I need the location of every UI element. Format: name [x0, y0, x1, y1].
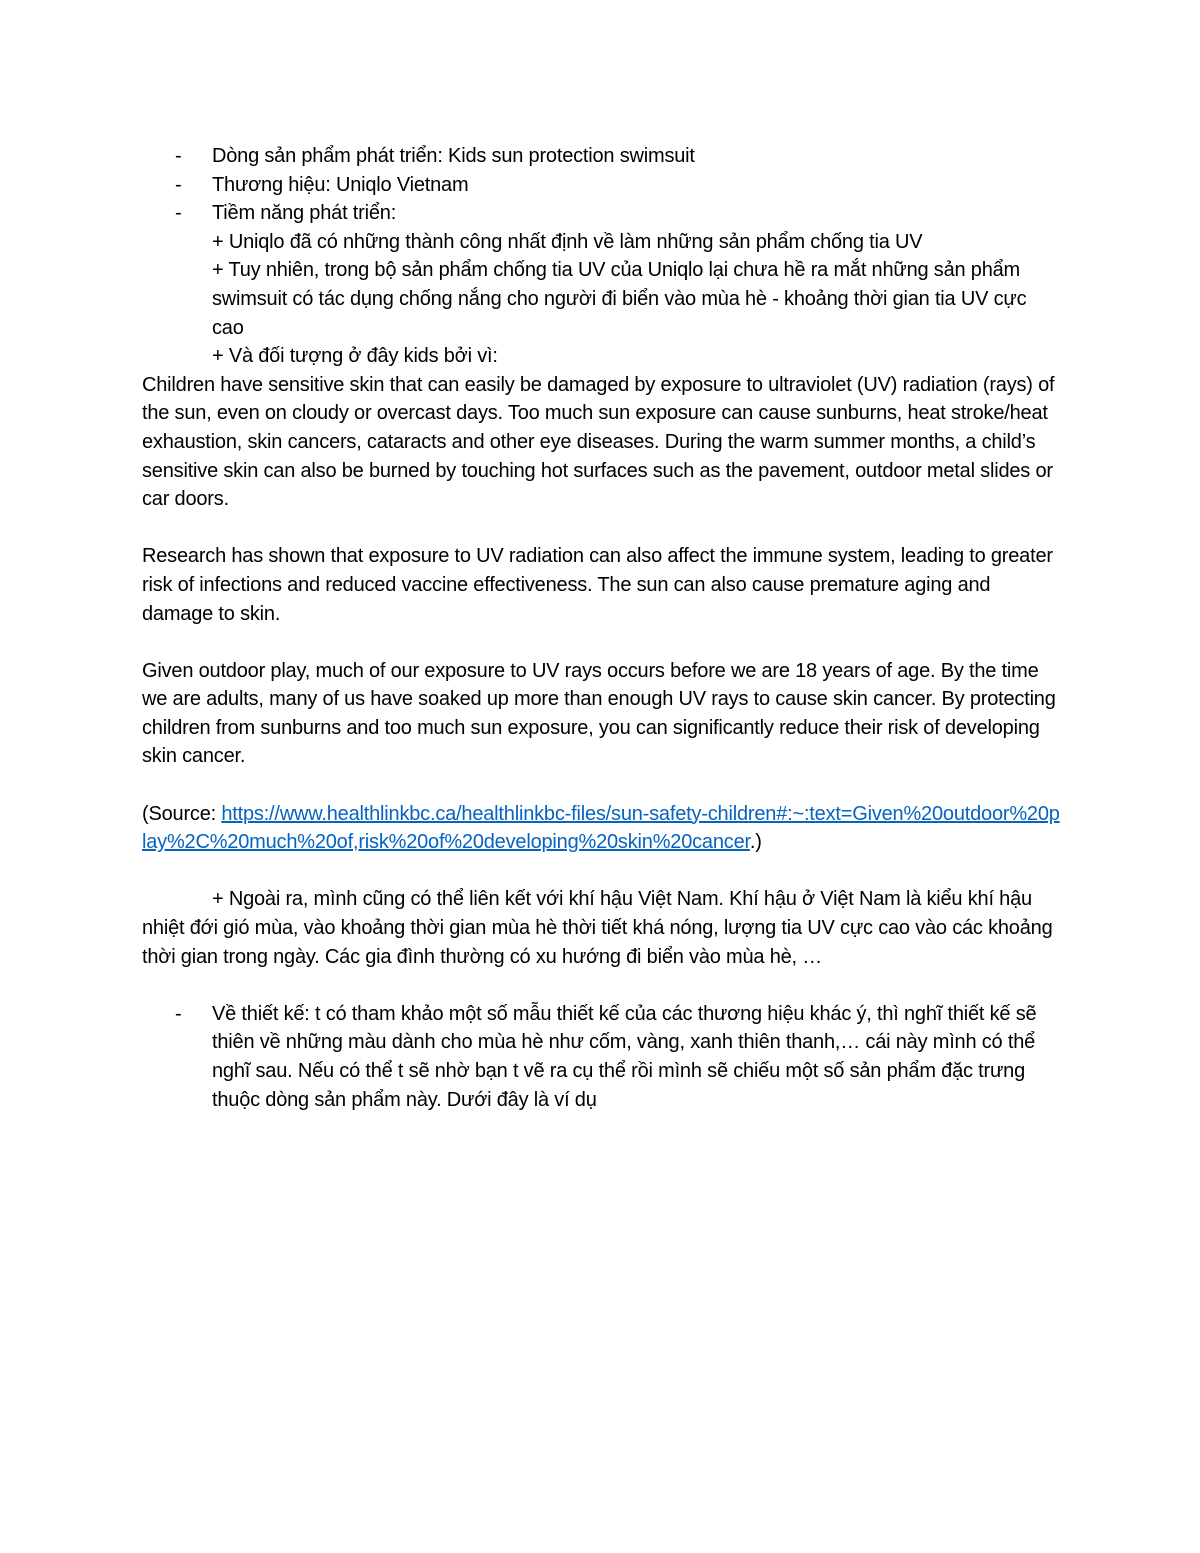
- bullet-dash: -: [175, 145, 182, 167]
- bullet-dash: -: [175, 173, 182, 196]
- subpoint-no-swimsuit: + Tuy nhiên, trong bộ sản phẩm chống tia UV của Uniqlo lại chưa hề ra mắt những sản phẩm swimsuit có tác dụng chống nắng cho người đi biển vào mùa hè - khoảng thời gian tia UV cực cao: [212, 259, 1027, 339]
- paragraph-outdoor-play: Given outdoor play, much of our exposure to UV rays occurs before we are 18 years of age. By the time we are adults, many of us have soaked up more than enough UV rays to cause skin cancer. By protecting children from sunburns and too much sun exposure, you can significantly reduce their risk of developing skin cancer.: [142, 659, 1056, 768]
- subpoint-kids-target: + Và đối tượng ở đây kids bởi vì:: [212, 345, 498, 368]
- paragraph-research: Research has shown that exposure to UV radiation can also affect the immune system, leading to greater risk of infections and reduced vaccine effectiveness. The sun can also cause premature aging and damage to skin.: [142, 545, 1053, 625]
- bullet-text: Tiềm năng phát triển:: [212, 202, 397, 225]
- paragraph-spacer: [142, 771, 1062, 800]
- bullet-dash: -: [175, 1002, 182, 1025]
- bullet-text: Dòng sản phẩm phát triển: Kids sun protection swimsuit: [212, 145, 695, 167]
- paragraph-vietnam-climate: + Ngoài ra, mình cũng có thể liên kết với khí hậu Việt Nam. Khí hậu ở Việt Nam là kiểu khí hậu nhiệt đới gió mùa, vào khoảng thời gian mùa hè thời tiết khá nóng, lượng tia UV cực cao vào các khoảng thời gian trong ngày. Các gia đình thường có xu hướng đi biển vào mùa hè, …: [142, 888, 1053, 968]
- paragraph-children-skin: Children have sensitive skin that can easily be damaged by exposure to ultraviolet (UV) radiation (rays) of the sun, even on cloudy or overcast days. Too much sun exposure can cause sunburns, heat stroke/heat exhaustion, skin cancers, cataracts and other eye diseases. During the warm summer months, a child’s sensitive skin can also be burned by touching hot surfaces such as the pavement, outdoor metal slides or car doors.: [142, 373, 1055, 511]
- bullet-dash: -: [175, 202, 182, 225]
- source-link[interactable]: https://www.healthlinkbc.ca/healthlinkbc-files/sun-safety-children#:~:text=Given%20outdoor%20play%2C%20much%20of,risk%20of%20developing%20skin%20cancer: [142, 802, 1060, 854]
- bullet-potential: [142, 199, 1062, 228]
- source-citation: [142, 800, 1062, 857]
- document-body: [142, 142, 1062, 1114]
- bullet-text: Về thiết kế: t có tham khảo một số mẫu thiết kế của các thương hiệu khác ý, thì nghĩ thiết kế sẽ thiên về những màu dành cho mùa hè như cốm, vàng, xanh thiên thanh,… cái này mình có thể nghĩ sau. Nếu có thể t sẽ nhờ bạn t vẽ ra cụ thể rồi mình sẽ chiếu một số sản phẩm đặc trưng thuộc dòng sản phẩm này. Dưới đây là ví dụ: [212, 1002, 1037, 1111]
- paragraph-spacer: [142, 628, 1062, 657]
- bullet-brand: [142, 171, 1062, 200]
- source-suffix: .): [749, 831, 762, 854]
- bullet-text: Thương hiệu: Uniqlo Vietnam: [212, 173, 469, 196]
- paragraph-spacer: [142, 971, 1062, 1000]
- paragraph-spacer: [142, 857, 1062, 886]
- bullet-design: [142, 1000, 1062, 1114]
- source-prefix: (Source:: [142, 802, 222, 825]
- paragraph-spacer: [142, 514, 1062, 543]
- bullet-product-line: [142, 142, 1062, 171]
- subpoint-uv-success: + Uniqlo đã có những thành công nhất định về làm những sản phẩm chống tia UV: [212, 230, 923, 253]
